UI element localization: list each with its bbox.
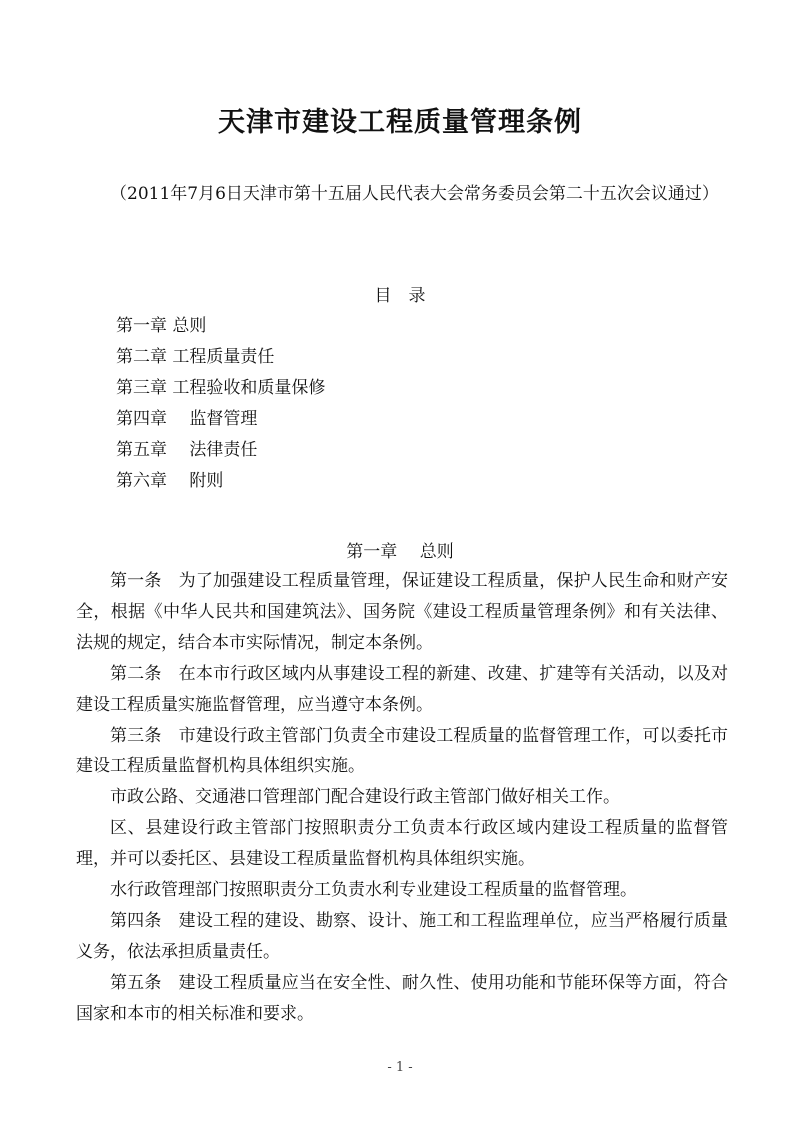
toc-item: 第四章 监督管理 — [116, 409, 258, 429]
article-paragraph: 第四条 建设工程的建设、勘察、设计、施工和工程监理单位，应当严格履行质量义务，依法承担质量责任。 — [76, 910, 728, 962]
toc-item: 第五章 法律责任 — [116, 440, 258, 460]
adoption-note: （2011年7月6日天津市第十五届人民代表大会常务委员会第二十五次会议通过） — [110, 184, 719, 204]
toc-item: 第六章 附则 — [116, 471, 224, 491]
chapter-heading: 第一章 总则 — [346, 542, 454, 562]
document-body — [76, 566, 728, 1030]
table-of-contents — [116, 311, 716, 497]
toc-item: 第三章 工程验收和质量保修 — [116, 378, 326, 398]
article-paragraph: 第二条 在本市行政区域内从事建设工程的新建、改建、扩建等有关活动，以及对建设工程质量实施监督管理，应当遵守本条例。 — [76, 663, 728, 715]
toc-heading: 目 录 — [374, 286, 426, 306]
article-paragraph: 区、县建设行政主管部门按照职责分工负责本行政区域内建设工程质量的监督管理，并可以委托区、县建设工程质量监督机构具体组织实施。 — [76, 818, 728, 870]
page-number: - 1 - — [387, 1060, 413, 1075]
toc-item: 第一章 总则 — [116, 316, 207, 336]
toc-item: 第二章 工程质量责任 — [116, 347, 275, 367]
article-paragraph: 水行政管理部门按照职责分工负责水利专业建设工程质量的监督管理。 — [110, 880, 637, 901]
article-paragraph: 市政公路、交通港口管理部门配合建设行政主管部门做好相关工作。 — [110, 787, 620, 808]
article-paragraph: 第一条 为了加强建设工程质量管理，保证建设工程质量，保护人民生命和财产安全，根据《中华人民共和国建筑法》、国务院《建设工程质量管理条例》和有关法律、法规的规定，结合本市实际情况，制定本条例。 — [76, 571, 728, 653]
article-paragraph: 第五条 建设工程质量应当在安全性、耐久性、使用功能和节能环保等方面，符合国家和本市的相关标准和要求。 — [76, 972, 728, 1024]
document-title: 天津市建设工程质量管理条例 — [218, 107, 582, 138]
article-paragraph: 第三条 市建设行政主管部门负责全市建设工程质量的监督管理工作，可以委托市建设工程质量监督机构具体组织实施。 — [76, 725, 728, 777]
